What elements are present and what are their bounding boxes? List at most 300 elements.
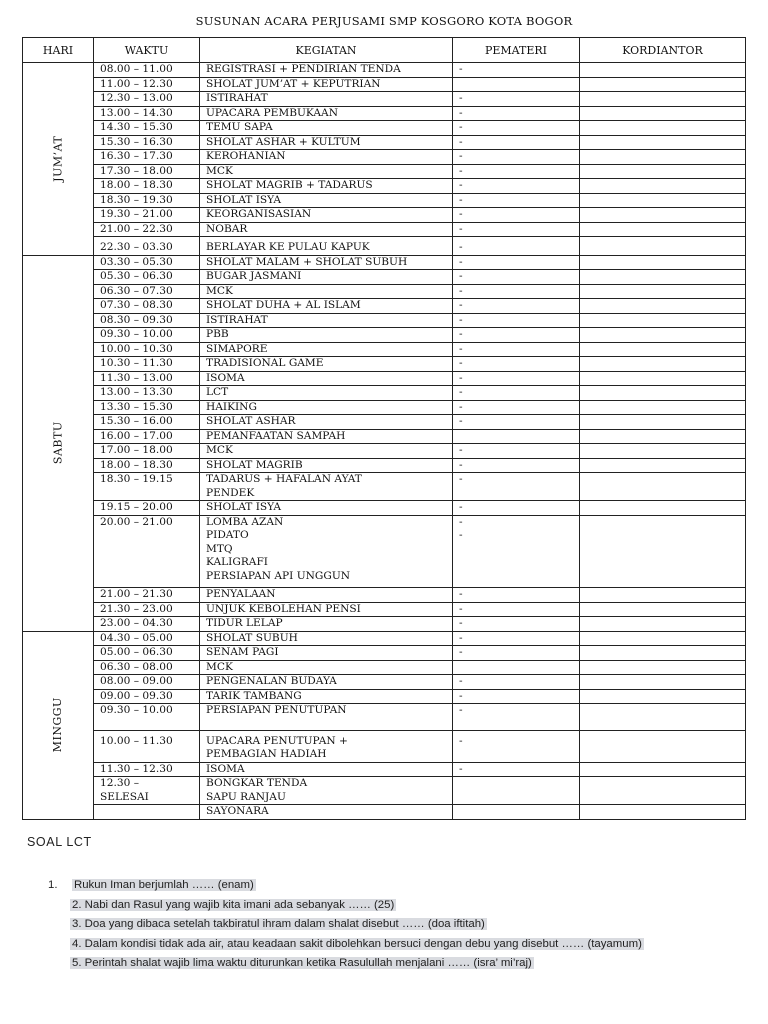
pemateri-cell-line: - xyxy=(459,106,463,119)
pemateri-cell-line: - xyxy=(459,241,463,253)
kegiatan-cell-line: ISTIRAHAT xyxy=(206,92,268,104)
waktu-cell-line: 10.00 – 11.30 xyxy=(100,734,173,747)
waktu-cell-line: 20.00 – 21.00 xyxy=(100,515,173,528)
kegiatan-cell xyxy=(200,164,453,179)
kegiatan-cell xyxy=(200,400,453,415)
waktu-cell xyxy=(94,458,200,473)
kegiatan-cell xyxy=(200,501,453,516)
pemateri-cell xyxy=(453,444,580,459)
kordiantor-cell xyxy=(580,400,746,415)
kordiantor-cell xyxy=(580,357,746,372)
pemateri-cell-line: - xyxy=(459,150,463,162)
table-row xyxy=(23,588,746,603)
pemateri-cell-line: - xyxy=(459,444,463,456)
waktu-cell xyxy=(94,730,200,762)
table-row xyxy=(23,121,746,136)
kegiatan-cell xyxy=(200,328,453,343)
pemateri-cell xyxy=(453,121,580,136)
kordiantor-cell xyxy=(580,762,746,777)
kordiantor-cell xyxy=(580,342,746,357)
waktu-cell-line: 10.00 – 10.30 xyxy=(100,342,173,355)
waktu-cell-line: 13.00 – 14.30 xyxy=(100,106,173,119)
waktu-cell-line: 05.30 – 06.30 xyxy=(100,270,173,282)
kordiantor-cell xyxy=(580,675,746,690)
kegiatan-cell-line: PENYALAAN xyxy=(206,588,276,600)
pemateri-cell xyxy=(453,646,580,661)
kordiantor-cell xyxy=(580,631,746,646)
table-row xyxy=(23,193,746,208)
waktu-cell-line: 11.00 – 12.30 xyxy=(100,77,173,90)
schedule-body xyxy=(23,63,746,820)
kegiatan-cell xyxy=(200,458,453,473)
kegiatan-cell xyxy=(200,602,453,617)
table-row xyxy=(23,222,746,237)
kegiatan-cell-line: BERLAYAR KE PULAU KAPUK xyxy=(206,241,370,253)
kegiatan-cell xyxy=(200,660,453,675)
kegiatan-cell xyxy=(200,150,453,165)
kordiantor-cell xyxy=(580,805,746,820)
waktu-cell xyxy=(94,805,200,820)
pemateri-cell-line: - xyxy=(459,675,463,687)
kordiantor-cell xyxy=(580,328,746,343)
pemateri-cell xyxy=(453,237,580,256)
table-row xyxy=(23,515,746,588)
pemateri-cell-line: - xyxy=(459,255,463,268)
pemateri-cell xyxy=(453,357,580,372)
kegiatan-cell-line: SENAM PAGI xyxy=(206,646,279,658)
kordiantor-cell xyxy=(580,689,746,704)
kegiatan-cell-line: SHOLAT JUM’AT + KEPUTRIAN xyxy=(206,77,381,90)
pemateri-cell xyxy=(453,386,580,401)
waktu-cell-line: 06.30 – 08.00 xyxy=(100,660,173,673)
pemateri-cell-line: - xyxy=(459,63,463,75)
kordiantor-cell xyxy=(580,501,746,516)
waktu-cell-line: 22.30 – 03.30 xyxy=(100,241,173,253)
pemateri-cell-line: - xyxy=(459,92,463,104)
pemateri-cell xyxy=(453,63,580,78)
waktu-cell xyxy=(94,429,200,444)
kordiantor-cell xyxy=(580,458,746,473)
pemateri-cell xyxy=(453,730,580,762)
pemateri-cell-line: - xyxy=(459,473,463,485)
question-item xyxy=(48,938,748,958)
waktu-cell-line: 18.00 – 18.30 xyxy=(100,179,173,191)
waktu-cell-line: 09.30 – 10.00 xyxy=(100,328,173,340)
pemateri-cell xyxy=(453,342,580,357)
waktu-cell xyxy=(94,208,200,223)
waktu-cell-line: 10.30 – 11.30 xyxy=(100,357,173,369)
kegiatan-cell xyxy=(200,617,453,632)
kordiantor-cell xyxy=(580,313,746,328)
waktu-cell xyxy=(94,371,200,386)
waktu-cell xyxy=(94,617,200,632)
kordiantor-cell xyxy=(580,386,746,401)
kegiatan-cell xyxy=(200,299,453,314)
waktu-cell-line: 05.00 – 06.30 xyxy=(100,646,173,658)
waktu-cell xyxy=(94,179,200,194)
header-kordiantor: KORDIANTOR xyxy=(580,38,746,63)
waktu-cell-line: 23.00 – 04.30 xyxy=(100,617,173,629)
kegiatan-cell xyxy=(200,222,453,237)
kegiatan-cell-line: PERSIAPAN API UNGGUN xyxy=(206,569,351,582)
kegiatan-cell xyxy=(200,646,453,661)
pemateri-cell xyxy=(453,313,580,328)
header-waktu: WAKTU xyxy=(94,38,200,63)
table-row xyxy=(23,150,746,165)
kegiatan-cell xyxy=(200,730,453,762)
kordiantor-cell xyxy=(580,777,746,805)
waktu-cell-line: 17.30 – 18.00 xyxy=(100,164,173,177)
kordiantor-cell xyxy=(580,704,746,731)
question-list xyxy=(48,879,748,977)
kegiatan-cell xyxy=(200,444,453,459)
kegiatan-cell xyxy=(200,77,453,92)
waktu-cell-line: 21.00 – 21.30 xyxy=(100,588,173,600)
header-pemateri: PEMATERI xyxy=(453,38,580,63)
pemateri-cell xyxy=(453,762,580,777)
kordiantor-cell xyxy=(580,415,746,430)
waktu-cell xyxy=(94,588,200,603)
kegiatan-cell-line: LOMBA AZAN xyxy=(206,515,284,528)
question-text: 3. Doa yang dibaca setelah takbiratul ihram dalam shalat disebut …… (doa iftitah) xyxy=(72,918,485,930)
kegiatan-cell xyxy=(200,342,453,357)
kegiatan-cell-line: UPACARA PEMBUKAAN xyxy=(206,106,338,119)
pemateri-cell-line: - xyxy=(459,734,463,747)
pemateri-cell xyxy=(453,164,580,179)
table-row xyxy=(23,135,746,150)
question-item xyxy=(48,957,748,977)
waktu-cell-line: 18.30 – 19.30 xyxy=(100,193,173,206)
kordiantor-cell xyxy=(580,660,746,675)
day-label: JUM’AT xyxy=(51,135,65,182)
waktu-cell xyxy=(94,77,200,92)
kordiantor-cell xyxy=(580,77,746,92)
kegiatan-cell-line: PERSIAPAN PENUTUPAN xyxy=(206,704,347,716)
pemateri-cell xyxy=(453,150,580,165)
pemateri-cell-line: - xyxy=(459,631,463,644)
waktu-cell xyxy=(94,631,200,646)
waktu-cell xyxy=(94,415,200,430)
kordiantor-cell xyxy=(580,164,746,179)
waktu-cell xyxy=(94,92,200,107)
header-kegiatan: KEGIATAN xyxy=(200,38,453,63)
kordiantor-cell xyxy=(580,299,746,314)
pemateri-cell xyxy=(453,135,580,150)
table-row xyxy=(23,92,746,107)
kegiatan-cell-line: NOBAR xyxy=(206,222,248,235)
waktu-cell xyxy=(94,164,200,179)
waktu-cell xyxy=(94,444,200,459)
day-cell xyxy=(23,255,94,631)
kegiatan-cell-line: MCK xyxy=(206,444,233,456)
pemateri-cell xyxy=(453,458,580,473)
pemateri-cell-line: - xyxy=(459,415,463,427)
waktu-cell xyxy=(94,135,200,150)
kegiatan-cell-line: KEORGANISASIAN xyxy=(206,208,312,220)
kegiatan-cell-line: SHOLAT ASHAR + KULTUM xyxy=(206,135,361,148)
table-row xyxy=(23,208,746,223)
waktu-cell xyxy=(94,121,200,136)
pemateri-cell-line: - xyxy=(459,386,463,398)
pemateri-cell-line: - xyxy=(459,646,463,658)
waktu-cell xyxy=(94,501,200,516)
table-row xyxy=(23,400,746,415)
pemateri-cell-line: - xyxy=(459,299,463,311)
kegiatan-cell xyxy=(200,237,453,256)
kegiatan-cell xyxy=(200,473,453,501)
kegiatan-cell-line: PIDATO xyxy=(206,529,249,541)
kegiatan-cell-line: SHOLAT MAGRIB xyxy=(206,458,303,471)
pemateri-cell-line: - xyxy=(459,284,463,297)
waktu-cell xyxy=(94,515,200,588)
pemateri-cell-line: - xyxy=(459,193,463,206)
kegiatan-cell xyxy=(200,208,453,223)
kegiatan-cell xyxy=(200,777,453,805)
waktu-cell-line: 04.30 – 05.00 xyxy=(100,631,173,644)
waktu-cell xyxy=(94,299,200,314)
pemateri-cell-line: - xyxy=(459,458,463,471)
kegiatan-cell xyxy=(200,284,453,299)
kordiantor-cell xyxy=(580,444,746,459)
pemateri-cell xyxy=(453,617,580,632)
pemateri-cell xyxy=(453,602,580,617)
pemateri-cell-line: - xyxy=(459,270,463,282)
pemateri-cell xyxy=(453,208,580,223)
table-row xyxy=(23,371,746,386)
kegiatan-cell-line: BONGKAR TENDA xyxy=(206,777,308,789)
kegiatan-cell-line: SHOLAT SUBUH xyxy=(206,631,298,644)
waktu-cell-line: 15.30 – 16.00 xyxy=(100,415,173,427)
question-item xyxy=(48,879,748,899)
soal-title: SOAL LCT xyxy=(27,835,92,849)
pemateri-cell-line: - xyxy=(459,342,463,355)
question-text: 4. Dalam kondisi tidak ada air, atau keadaan sakit dibolehkan bersuci dengan debu yang disebut …… (tayamum) xyxy=(72,937,642,950)
waktu-cell-line: 11.30 – 13.00 xyxy=(100,371,173,384)
table-row xyxy=(23,164,746,179)
waktu-cell xyxy=(94,704,200,731)
table-row xyxy=(23,415,746,430)
pemateri-cell xyxy=(453,675,580,690)
kordiantor-cell xyxy=(580,208,746,223)
pemateri-cell xyxy=(453,179,580,194)
pemateri-cell-line: - xyxy=(459,179,463,191)
kordiantor-cell xyxy=(580,588,746,603)
waktu-cell-line: SELESAI xyxy=(100,790,149,803)
table-row xyxy=(23,342,746,357)
kegiatan-cell xyxy=(200,255,453,270)
table-row xyxy=(23,63,746,78)
kegiatan-cell-line: ISTIRAHAT xyxy=(206,313,268,326)
question-text: Rukun Iman berjumlah …… (enam) xyxy=(74,879,254,891)
kegiatan-cell xyxy=(200,704,453,731)
kordiantor-cell xyxy=(580,135,746,150)
pemateri-cell-line: - xyxy=(459,135,463,148)
kegiatan-cell xyxy=(200,415,453,430)
pemateri-cell-line: - xyxy=(459,762,463,775)
pemateri-cell xyxy=(453,429,580,444)
kegiatan-cell-line: LCT xyxy=(206,386,229,398)
day-cell xyxy=(23,63,94,256)
pemateri-cell-line: - xyxy=(459,371,463,384)
waktu-cell-line: 09.00 – 09.30 xyxy=(100,689,173,702)
kegiatan-cell xyxy=(200,689,453,704)
pemateri-cell-line: - xyxy=(459,328,463,340)
kegiatan-cell xyxy=(200,193,453,208)
pemateri-cell xyxy=(453,704,580,731)
question-item xyxy=(48,899,748,919)
day-label: SABTU xyxy=(51,421,65,464)
pemateri-cell-line: - xyxy=(459,515,463,528)
kegiatan-cell-line: TADARUS + HAFALAN AYAT xyxy=(206,473,362,485)
kegiatan-cell xyxy=(200,386,453,401)
pemateri-cell xyxy=(453,284,580,299)
kordiantor-cell xyxy=(580,284,746,299)
kordiantor-cell xyxy=(580,106,746,121)
table-row xyxy=(23,284,746,299)
pemateri-cell xyxy=(453,270,580,285)
waktu-cell xyxy=(94,689,200,704)
waktu-cell xyxy=(94,193,200,208)
table-row xyxy=(23,237,746,256)
kegiatan-cell-line: SHOLAT MALAM + SHOLAT SUBUH xyxy=(206,255,408,268)
kegiatan-cell xyxy=(200,92,453,107)
kegiatan-cell-line: REGISTRASI + PENDIRIAN TENDA xyxy=(206,63,401,75)
pemateri-cell-line: - xyxy=(459,400,463,413)
pemateri-cell xyxy=(453,400,580,415)
waktu-cell-line: 18.00 – 18.30 xyxy=(100,458,173,471)
pemateri-cell-line: - xyxy=(459,529,463,541)
kordiantor-cell xyxy=(580,179,746,194)
table-row xyxy=(23,328,746,343)
day-cell xyxy=(23,631,94,819)
table-header-row xyxy=(23,38,746,63)
table-row xyxy=(23,458,746,473)
kegiatan-cell xyxy=(200,631,453,646)
question-item xyxy=(48,918,748,938)
kegiatan-cell-line: SHOLAT ISYA xyxy=(206,193,281,206)
table-row xyxy=(23,777,746,805)
pemateri-cell xyxy=(453,222,580,237)
kegiatan-cell-line: PENDEK xyxy=(206,486,255,499)
waktu-cell xyxy=(94,777,200,805)
table-row xyxy=(23,270,746,285)
question-number: 1. xyxy=(48,879,58,891)
kegiatan-cell-line: ISOMA xyxy=(206,371,245,384)
kegiatan-cell xyxy=(200,135,453,150)
pemateri-cell xyxy=(453,415,580,430)
kegiatan-cell xyxy=(200,179,453,194)
waktu-cell-line: 12.30 – 13.00 xyxy=(100,92,173,104)
waktu-cell-line: 11.30 – 12.30 xyxy=(100,762,173,775)
waktu-cell xyxy=(94,328,200,343)
waktu-cell xyxy=(94,342,200,357)
kordiantor-cell xyxy=(580,646,746,661)
waktu-cell xyxy=(94,237,200,256)
pemateri-cell-line: - xyxy=(459,602,463,615)
waktu-cell-line: 16.00 – 17.00 xyxy=(100,429,173,442)
pemateri-cell xyxy=(453,92,580,107)
table-row xyxy=(23,762,746,777)
kordiantor-cell xyxy=(580,237,746,256)
kegiatan-cell xyxy=(200,63,453,78)
document-title: SUSUNAN ACARA PERJUSAMI SMP KOSGORO KOTA BOGOR xyxy=(195,14,573,28)
waktu-cell xyxy=(94,386,200,401)
kegiatan-cell-line: HAIKING xyxy=(206,400,257,413)
table-row xyxy=(23,704,746,731)
pemateri-cell xyxy=(453,777,580,805)
kegiatan-cell-line: KEROHANIAN xyxy=(206,150,286,162)
pemateri-cell xyxy=(453,588,580,603)
pemateri-cell xyxy=(453,371,580,386)
table-row xyxy=(23,473,746,501)
kegiatan-cell-line: MCK xyxy=(206,284,233,297)
waktu-cell xyxy=(94,255,200,270)
kordiantor-cell xyxy=(580,193,746,208)
waktu-cell-line: 17.00 – 18.00 xyxy=(100,444,173,456)
table-row xyxy=(23,631,746,646)
waktu-cell-line: 21.30 – 23.00 xyxy=(100,602,173,615)
pemateri-cell-line: - xyxy=(459,208,463,220)
kegiatan-cell-line: SIMAPORE xyxy=(206,342,268,355)
pemateri-cell xyxy=(453,193,580,208)
pemateri-cell-line: - xyxy=(459,689,463,702)
kegiatan-cell xyxy=(200,106,453,121)
kegiatan-cell-line: PEMANFAATAN SAMPAH xyxy=(206,429,346,442)
pemateri-cell-line: - xyxy=(459,588,463,600)
waktu-cell-line: 18.30 – 19.15 xyxy=(100,473,173,485)
kegiatan-cell-line: MTQ xyxy=(206,542,233,555)
waktu-cell-line: 19.30 – 21.00 xyxy=(100,208,173,220)
pemateri-cell-line: - xyxy=(459,313,463,326)
kegiatan-cell-line: TEMU SAPA xyxy=(206,121,273,133)
kegiatan-cell-line: MCK xyxy=(206,660,233,673)
pemateri-cell xyxy=(453,328,580,343)
kegiatan-cell-line: PEMBAGIAN HADIAH xyxy=(206,748,327,760)
waktu-cell-line: 21.00 – 22.30 xyxy=(100,222,173,235)
kegiatan-cell-line: TARIK TAMBANG xyxy=(206,689,302,702)
kegiatan-cell-line: ISOMA xyxy=(206,762,245,775)
pemateri-cell xyxy=(453,77,580,92)
kegiatan-cell xyxy=(200,588,453,603)
waktu-cell xyxy=(94,150,200,165)
waktu-cell-line: 19.15 – 20.00 xyxy=(100,501,173,513)
pemateri-cell xyxy=(453,805,580,820)
pemateri-cell xyxy=(453,515,580,588)
kordiantor-cell xyxy=(580,121,746,136)
kegiatan-cell xyxy=(200,515,453,588)
kordiantor-cell xyxy=(580,602,746,617)
pemateri-cell xyxy=(453,631,580,646)
table-row xyxy=(23,313,746,328)
table-row xyxy=(23,602,746,617)
kegiatan-cell xyxy=(200,313,453,328)
table-row xyxy=(23,501,746,516)
kordiantor-cell xyxy=(580,270,746,285)
waktu-cell-line: 16.30 – 17.30 xyxy=(100,150,173,162)
kegiatan-cell xyxy=(200,675,453,690)
kegiatan-cell-line: UPACARA PENUTUPAN + xyxy=(206,734,348,747)
pemateri-cell xyxy=(453,299,580,314)
waktu-cell-line: 15.30 – 16.30 xyxy=(100,135,173,148)
kegiatan-cell-line: SAPU RANJAU xyxy=(206,790,286,803)
pemateri-cell-line: - xyxy=(459,164,463,177)
pemateri-cell-line: - xyxy=(459,357,463,369)
kordiantor-cell xyxy=(580,730,746,762)
kegiatan-cell-line: SHOLAT ISYA xyxy=(206,501,281,513)
table-row xyxy=(23,444,746,459)
waktu-cell-line: 08.00 – 11.00 xyxy=(100,63,173,75)
pemateri-cell-line: - xyxy=(459,704,463,716)
